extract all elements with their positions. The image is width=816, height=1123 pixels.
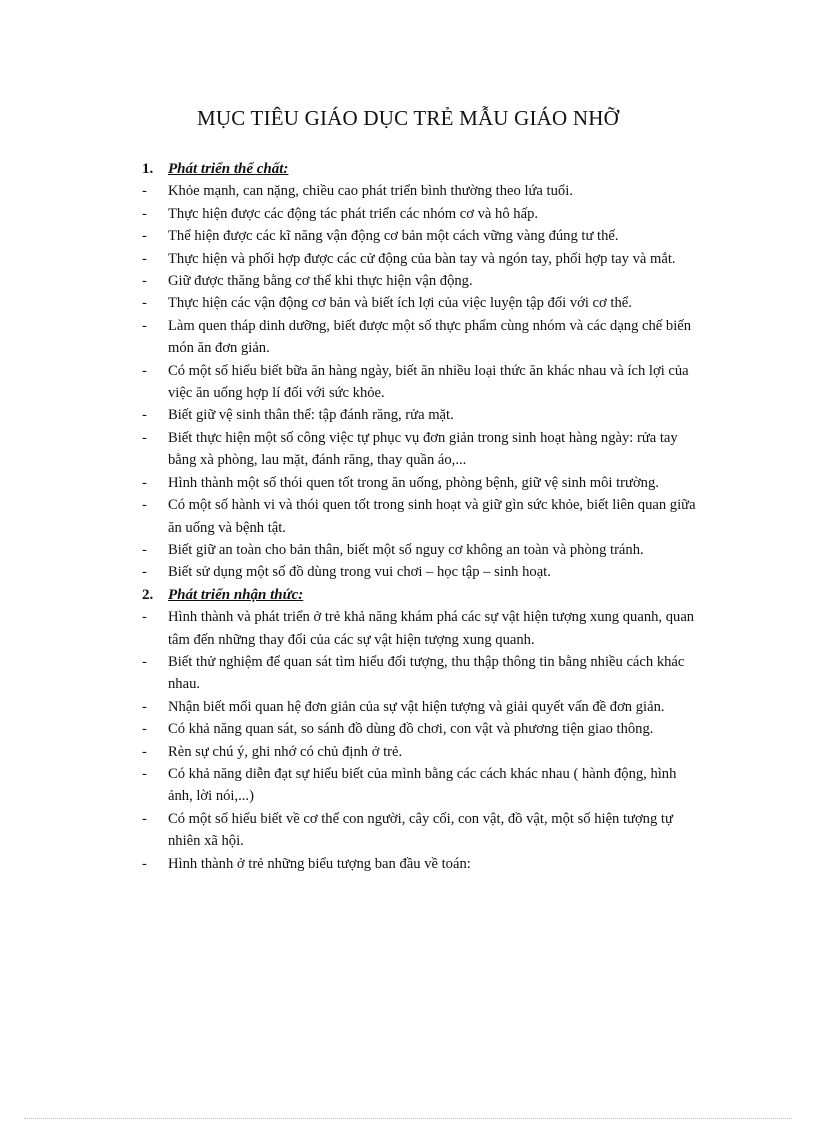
bullet-dash: - [142,497,147,514]
list-item [142,561,702,583]
list-item [142,741,702,763]
bullet-dash: - [142,362,147,379]
bullet-dash: - [142,765,147,782]
section-number: 2. [142,586,154,603]
section-heading-text: Phát triển thể chất: [168,161,289,177]
list-item [142,539,702,561]
section-item-list [142,180,702,583]
list-item [142,763,702,808]
section-heading [142,158,702,180]
list-item [142,360,702,405]
section-physical-development [142,158,702,584]
bullet-dash: - [142,429,147,446]
list-item [142,606,702,651]
page-bottom-divider [24,1118,792,1119]
bullet-dash: - [142,183,147,200]
bullet-dash: - [142,721,147,738]
list-item-text: Thực hiện các vận động cơ bản và biết ích lợi của việc luyện tập đối với cơ thể. [168,295,632,312]
list-item [142,427,702,472]
list-item [142,808,702,853]
list-item-text: Khỏe mạnh, can nặng, chiều cao phát triển bình thường theo lứa tuổi. [168,183,573,200]
list-item [142,180,702,202]
bullet-dash: - [142,407,147,424]
bullet-dash: - [142,743,147,760]
list-item [142,472,702,494]
list-item-text: Biết thử nghiệm để quan sát tìm hiểu đối tượng, thu thập thông tin bằng nhiều cách khác nhau. [168,653,685,693]
list-item [142,404,702,426]
bullet-dash: - [142,205,147,222]
list-item-text: Có khả năng diễn đạt sự hiểu biết của mình bằng các cách khác nhau ( hành động, hình ảnh, lời nói,...) [168,765,677,805]
list-item [142,292,702,314]
bullet-dash: - [142,541,147,558]
list-item-text: Thực hiện và phối hợp được các cử động của bàn tay và ngón tay, phối hợp tay và mắt. [168,250,676,267]
section-heading-text: Phát triển nhận thức: [168,586,304,603]
list-item-text: Thể hiện được các kĩ năng vận động cơ bản một cách vững vàng đúng tư thế. [168,228,619,245]
list-item [142,696,702,718]
bullet-dash: - [142,317,147,334]
list-item-text: Biết giữ an toàn cho bản thân, biết một số nguy cơ không an toàn và phòng tránh. [168,541,644,558]
list-item-text: Biết thực hiện một số công việc tự phục vụ đơn giản trong sinh hoạt hàng ngày: rửa tay bằng xà phòng, lau mặt, đánh răng, thay quần áo,... [168,429,678,469]
section-number: 1. [142,161,154,177]
bullet-dash: - [142,698,147,715]
section-item-list [142,606,702,875]
bullet-dash: - [142,295,147,312]
list-item [142,248,702,270]
list-item-text: Hình thành và phát triển ở trẻ khả năng khám phá các sự vật hiện tượng xung quanh, quan tâm đến những thay đổi của các sự vật hiện tượng xung quanh. [168,609,695,648]
list-item-text: Có một số hiểu biết về cơ thể con người, cây cối, con vật, đồ vật, một số hiện tượng tự nhiên xã hội. [168,810,673,850]
list-item-text: Biết giữ vệ sinh thân thể: tập đánh răng, rửa mặt. [168,407,454,424]
list-item-text: Hình thành ở trẻ những biểu tượng ban đầu về toán: [168,855,471,872]
list-item [142,225,702,247]
list-item-text: Nhận biết mối quan hệ đơn giản của sự vật hiện tượng và giải quyết vấn đề đơn giản. [168,698,665,715]
list-item [142,203,702,225]
list-item-text: Rèn sự chú ý, ghi nhớ có chủ định ở trẻ. [168,743,403,760]
document-body [142,158,702,875]
list-item-text: Biết sử dụng một số đồ dùng trong vui chơi – học tập – sinh hoạt. [168,564,551,581]
list-item-text: Hình thành một số thói quen tốt trong ăn uống, phòng bệnh, giữ vệ sinh môi trường. [168,474,659,491]
list-item [142,651,702,696]
list-item [142,853,702,875]
list-item-text: Làm quen tháp dinh dưỡng, biết được một số thực phẩm cùng nhóm và các dạng chế biến món ăn đơn giản. [168,317,692,357]
bullet-dash: - [142,228,147,245]
bullet-dash: - [142,564,147,581]
section-heading [142,584,702,606]
section-cognitive-development [142,584,702,875]
list-item-text: Thực hiện được các động tác phát triển các nhóm cơ và hô hấp. [168,205,539,222]
page-title: MỤC TIÊU GIÁO DỤC TRẺ MẪU GIÁO NHỠ [197,106,619,130]
bullet-dash: - [142,653,147,670]
list-item [142,315,702,360]
bullet-dash: - [142,273,147,290]
list-item-text: Giữ được thăng bằng cơ thể khi thực hiện vận động. [168,273,473,290]
bullet-dash: - [142,855,147,872]
bullet-dash: - [142,250,147,267]
bullet-dash: - [142,609,147,626]
list-item [142,494,702,539]
list-item-text: Có một số hiểu biết bữa ăn hàng ngày, biết ăn nhiều loại thức ăn khác nhau và ích lợi của việc ăn uống hợp lí đối với sức khỏe. [168,362,689,402]
list-item [142,270,702,292]
bullet-dash: - [142,810,147,827]
list-item [142,718,702,740]
bullet-dash: - [142,474,147,491]
list-item-text: Có một số hành vi và thói quen tốt trong sinh hoạt và giữ gìn sức khỏe, biết liên quan giữa ăn uống và bệnh tật. [168,497,696,536]
list-item-text: Có khả năng quan sát, so sánh đồ dùng đồ chơi, con vật và phương tiện giao thông. [168,721,654,738]
